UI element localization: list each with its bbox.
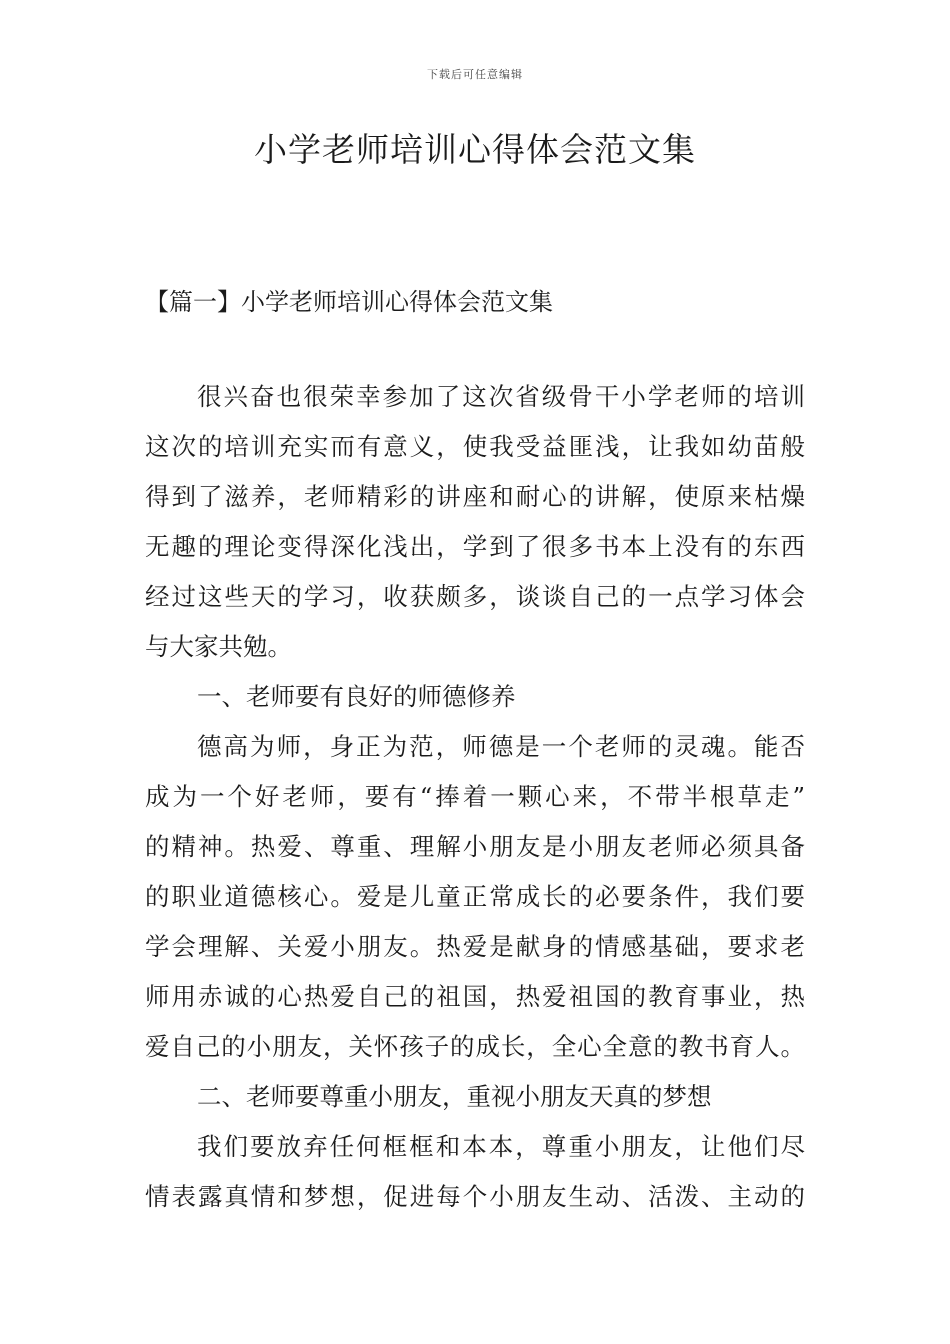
body-line: 得到了滋养，老师精彩的讲座和耐心的讲解，使原来枯燥: [145, 482, 805, 511]
body-line: 爱自己的小朋友，关怀孩子的成长，全心全意的教书育人。: [145, 1032, 805, 1061]
header-note: 下载后可任意编辑: [427, 68, 523, 81]
body-text: [145, 372, 805, 1222]
body-line: 这次的培训充实而有意义，使我受益匪浅，让我如幼苗般: [145, 432, 805, 461]
body-line: 的精神。热爱、尊重、理解小朋友是小朋友老师必须具备: [145, 832, 805, 861]
body-line: 我们要放弃任何框框和本本，尊重小朋友，让他们尽: [197, 1132, 805, 1161]
body-line: 德高为师，身正为范，师德是一个老师的灵魂。能否: [197, 732, 805, 761]
body-line: 很兴奋也很荣幸参加了这次省级骨干小学老师的培训: [197, 382, 805, 411]
body-line: 情表露真情和梦想，促进每个小朋友生动、活泼、主动的: [145, 1182, 805, 1211]
body-line: 学会理解、关爱小朋友。热爱是献身的情感基础，要求老: [145, 932, 805, 961]
body-line: 师用赤诚的心热爱自己的祖国，热爱祖国的教育事业，热: [145, 982, 805, 1011]
section-heading: 【篇一】小学老师培训心得体会范文集: [145, 288, 553, 316]
body-line: 经过这些天的学习，收获颇多，谈谈自己的一点学习体会: [145, 582, 805, 611]
body-line: 无趣的理论变得深化浅出，学到了很多书本上没有的东西: [145, 532, 805, 561]
body-line: 成为一个好老师，要有“捧着一颗心来，不带半根草走”: [145, 782, 805, 811]
body-line: 与大家共勉。: [145, 632, 292, 661]
document-title: 小学老师培训心得体会范文集: [254, 130, 696, 169]
body-line: 二、老师要尊重小朋友，重视小朋友天真的梦想: [197, 1082, 712, 1111]
body-line: 一、老师要有良好的师德修养: [197, 682, 516, 711]
body-line: 的职业道德核心。爱是儿童正常成长的必要条件，我们要: [145, 882, 805, 911]
